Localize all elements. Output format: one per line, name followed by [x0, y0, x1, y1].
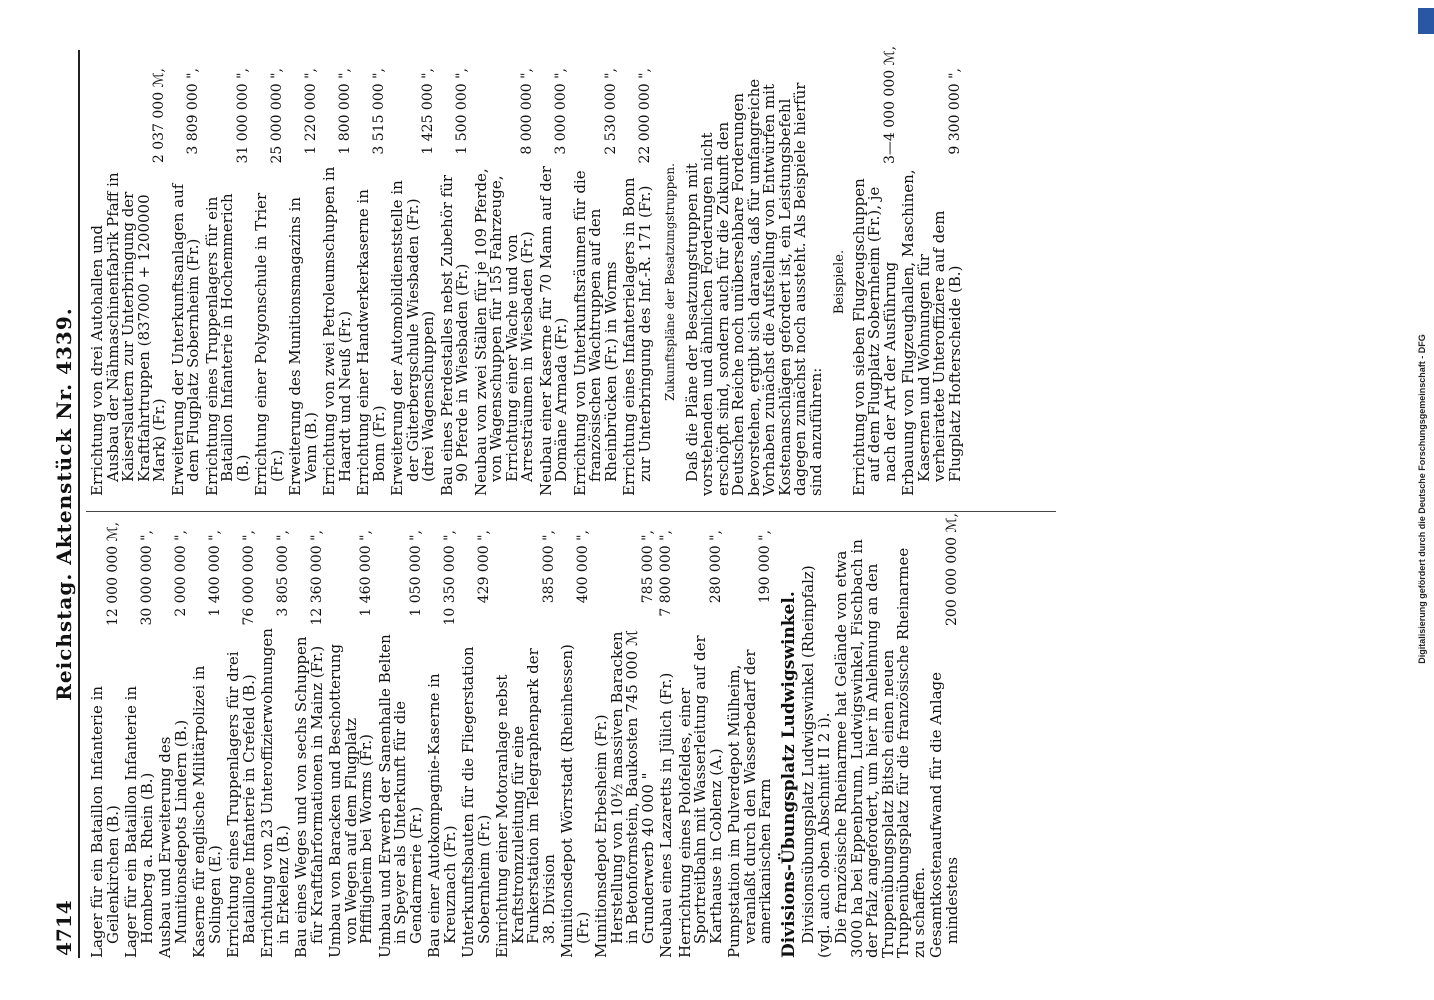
- entry-amount: 7 800 000 ",: [658, 530, 674, 617]
- entry-text: Errichtung eines Infanterielagers in Bonn zur Unterbringung des Inf.-R. 171 (Fr.): [620, 177, 654, 496]
- entry-text: Munitionsdepot Erbesheim (Fr.) Herstellung von 10½ massiven Baracken in Betonformstein, Baukosten 745 000 ℳ Grunderwerb 40 000 ": [592, 629, 657, 958]
- entry-text: Erweiterung des Munitionsmagazins in Venn (B.): [286, 196, 320, 496]
- entry-amount: 12 360 000 ",: [308, 530, 325, 626]
- entry-amount: 1 425 000 ",: [420, 68, 436, 155]
- entry-text: Errichtung eines Truppenlagers für drei Bataillone Infanterie in Crefeld (B.): [224, 651, 258, 958]
- entry-amount: 1 460 000 ",: [358, 530, 374, 617]
- page-title: Reichstag. Aktenstück Nr. 4339.: [52, 307, 76, 701]
- entry-amount: 1 800 000 ",: [336, 68, 353, 155]
- entry-text: Neubau eines Lazaretts in Jülich (Fr.): [657, 672, 675, 958]
- entry-amount: 76 000 000 ",: [240, 530, 257, 626]
- section-paragraph: Die französische Rheinarmee hat Gelände von etwa 3000 ha bei Eppenbrunn, Ludwigswinkel, Fischbach in der Pfalz angefordert, um hier in Anlehnung an den Truppenübungsplatz Bitsch einen neuen Truppenübungsplatz für die französische Rheinarmee zu schaffen.: [832, 539, 928, 958]
- entry-text: Errichtung von zwei Petroleumschuppen in Haardt und Neuß (Fr.): [320, 166, 354, 496]
- entry-text: Einrichtung einer Motoranlage nebst Kraftstromzuleitung für eine Funkerstation im Telegraphenpark der 38. Division: [493, 648, 558, 958]
- entry-amount: 400 000 ",: [574, 530, 591, 604]
- examples-heading: Beispiele.: [832, 249, 847, 315]
- section-title: Divisions-Übungsplatz Ludwigswinkel.: [778, 591, 799, 958]
- entry-amount: 3 805 000 ",: [274, 530, 291, 617]
- entry-amount: 429 000 ",: [475, 530, 492, 604]
- entry-row: [90, 68, 168, 496]
- entry-row: [659, 530, 675, 958]
- entry-amount: 12 000 000 ℳ,: [104, 521, 121, 626]
- entry-text: Erweiterung der Unterkunftsanlagen auf dem Flugplatz Sobernheim (Fr.): [168, 183, 202, 496]
- entry-text: Umbau von Baracken und Beschotterung von Wegen auf dem Flugplatz Pfiffligheim bei Worms (Fr.): [326, 643, 375, 958]
- entry-row: [226, 530, 257, 958]
- right-column: [88, 45, 966, 496]
- entry-text: Erbauung von Flugzeughallen, Maschinen, Kasernen und Wohnungen für verheiratete Unteroffiziere auf dem Flugplatz Hofterscheide (B.): [899, 169, 964, 496]
- entry-text: Pumpstation im Pulverdepot Mülheim, veranlaßt durch den Wasserbedarf der amerikanischen Farm: [725, 649, 774, 958]
- entry-text: Kaserne für englische Militärpolizei in Solingen (E.): [190, 665, 224, 958]
- entry-amount: 8 000 000 ",: [519, 68, 535, 155]
- digitization-text: Digitalisierung gefördert durch die Deutsche Forschungsgemeinschaft - DFG: [1417, 334, 1427, 664]
- entry-row: [536, 68, 570, 496]
- entry-amount: 1 220 000 ",: [302, 68, 319, 155]
- entry-row: [622, 68, 653, 496]
- entry-row: [471, 68, 536, 496]
- entry-row: [727, 530, 774, 958]
- entry-amount: 385 000 ",: [540, 530, 557, 604]
- entry-amount: 2 530 000 ",: [602, 68, 619, 155]
- entry-list-left: [88, 521, 774, 958]
- entry-row: [328, 530, 375, 958]
- entry-row: [168, 68, 202, 496]
- entry-text: Lager für ein Bataillon Infanterie in Homberg a. Rhein (B.): [122, 685, 156, 958]
- entry-list-right: [90, 68, 653, 496]
- entry-amount: 30 000 000 ",: [138, 530, 155, 626]
- entry-text: Errichtung von sieben Flugzeugschuppen auf dem Flugplatz Sobernheim (Fr.), je nach der Art der Ausführung: [849, 178, 899, 496]
- entry-row: [294, 530, 325, 958]
- entry-row: [322, 68, 353, 496]
- entry-row: [254, 68, 285, 496]
- entry-amount: 3—4 000 000 ℳ,: [881, 45, 898, 164]
- left-column: [88, 513, 961, 958]
- entry-row: [675, 530, 725, 958]
- entry-row: [427, 530, 458, 958]
- digitization-note: [1412, 14, 1430, 986]
- entry-row: [202, 68, 252, 496]
- entry-text: Errichtung von Unterkunftsräumen für die französischen Wachtruppen auf den Rheinbrücken (Fr.) in Worms: [570, 170, 620, 496]
- entry-row: [88, 521, 122, 958]
- entry-amount: 3 809 000 ",: [185, 68, 201, 155]
- total-amount: 200 000 000 ℳ,: [943, 513, 960, 626]
- entry-row: [570, 68, 620, 496]
- entry-amount: 3 515 000 ",: [370, 68, 387, 155]
- future-plans-paragraph: Daß die Pläne der Besatzungstruppen mit vorstehenden und ähnlichen Forderungen nicht erschöpft sind, sondern auch für die Zukunft den Deutschen Reiche noch unübersehbare Forderungen bevorstehen, ergibt sich daraus, daß für umfangreiche Vorhaben zunächst die Aufstellung von Entwürfen mit Kostenanschlägen gefordert ist, ein Leistungsbefehl dagegen zunächst noch aussteht. Als Beispiele hierfür sind anzuführen:: [682, 78, 825, 496]
- entry-list-examples: [849, 45, 964, 496]
- entry-amount: 25 000 000 ",: [268, 68, 285, 164]
- entry-row: [356, 68, 387, 496]
- page-header: [50, 50, 80, 958]
- entry-row: [390, 68, 437, 496]
- page-number: 4714: [52, 900, 76, 956]
- entry-row: [124, 530, 155, 958]
- entry-text: Bau eines Pferdestalles nebst Zubehör für 90 Pferde in Wiesbaden (Fr.): [437, 174, 471, 496]
- entry-text: Erweiterung der Automobildienststelle in der Güterbergschule Wiesbaden (Fr.) (drei Wagenschuppen): [388, 180, 437, 496]
- entry-amount: 280 000 ",: [707, 530, 724, 604]
- entry-text: Errichtung einer Handwerkerkaserne in Bonn (Fr.): [354, 189, 388, 496]
- entry-amount: 3 000 000 ",: [553, 68, 569, 155]
- entry-text: Errichtung von drei Autohallen und Ausbau der Nähmaschinenfabrik Pfaff in Kaiserslautern zur Unterbringung der Kraftfahrtruppen (837000 + 1200000 Mark) (Fr.): [88, 172, 168, 496]
- entry-text: Munitionsdepot Wörrstadt (Rheinhessen) (Fr.): [558, 644, 592, 958]
- total-label: Gesamtkostenaufwand für die Anlage mindestens: [927, 671, 961, 958]
- entry-text: Herrichtung eines Polofeldes, einer Sportreitbahn mit Wasserleitung auf der Karthause in Coblenz (A.): [675, 635, 725, 958]
- entry-row: [901, 68, 963, 496]
- entry-text: Umbau und Erwerb der Sanenhalle Belten in Speyer als Unterkunft für die Gendarmerie (Fr.): [375, 634, 425, 958]
- entry-text: Lager für ein Bataillon Infanterie in Geilenkirchen (B.): [88, 685, 122, 958]
- entry-amount: 1 050 000 ",: [407, 530, 424, 617]
- entry-row: [158, 530, 189, 958]
- entry-row: [594, 530, 656, 958]
- entry-text: Neubau von zwei Ställen für je 109 Pferde, von Wagenschuppen für 155 Fahrzeuge, Errichtung einer Wache und von Arresträumen in Wiesbaden (Fr.): [471, 168, 536, 496]
- entry-amount: 1 400 000 ",: [206, 530, 223, 617]
- entry-row: [192, 530, 223, 958]
- entry-row: [849, 45, 899, 496]
- entry-row: [260, 530, 291, 958]
- entry-text: Errichtung von 23 Unteroffizierwohnungen in Erkelenz (B.): [258, 628, 292, 958]
- entry-amount: 9 300 000 ",: [946, 68, 963, 155]
- entry-row: [437, 68, 471, 496]
- entry-amount: 10 350 000 ",: [441, 530, 458, 626]
- rotated-page: [50, 45, 1390, 958]
- entry-text: Errichtung einer Polygonschule in Trier (Fr.): [252, 192, 286, 496]
- entry-amount: 2 000 000 ",: [172, 530, 189, 617]
- total-row: [927, 513, 961, 958]
- subheading: Zukunftspläne der Besatzungstruppen.: [663, 163, 677, 401]
- entry-amount: 2 037 000 ℳ,: [151, 68, 167, 164]
- entry-text: Unterkunftsbauten für die Fliegerstation Sobernheim (Fr.): [459, 646, 493, 958]
- entry-text: Bau einer Autokompagnie-Kaserne in Kreuznach (Fr.): [425, 673, 459, 958]
- entry-text: Bau eines Weges und von sechs Schuppen für Kraftfahrformationen in Mainz (Fr.): [292, 636, 326, 958]
- entry-row: [288, 68, 319, 496]
- entry-amount: 785 000 ",: [639, 530, 656, 604]
- entry-row: [560, 530, 591, 958]
- entry-amount: 190 000 ",: [757, 530, 773, 604]
- entry-row: [495, 530, 557, 958]
- entry-text: Ausbau und Erweiterung des Munitionsdepots Lindern (B.): [156, 719, 190, 958]
- entry-amount: 22 000 000 ",: [636, 68, 653, 164]
- entry-text: Errichtung eines Truppenlagers für ein Bataillon Infanterie in Hochemmerich (B.): [202, 193, 252, 496]
- entry-amount: 1 500 000 ",: [454, 68, 470, 155]
- entry-text: Neubau einer Kaserne für 70 Mann auf der Domäne Armada (Fr.): [536, 166, 570, 496]
- section-paragraph: Divisionsübungsplatz Ludwigswinkel (Rheinpfalz) (vgl. auch oben Abschnitt II 2 i).: [799, 565, 833, 958]
- column-divider: [86, 511, 1056, 512]
- entry-row: [461, 530, 492, 958]
- entry-amount: 31 000 000 ",: [234, 68, 251, 164]
- entry-row: [375, 530, 425, 958]
